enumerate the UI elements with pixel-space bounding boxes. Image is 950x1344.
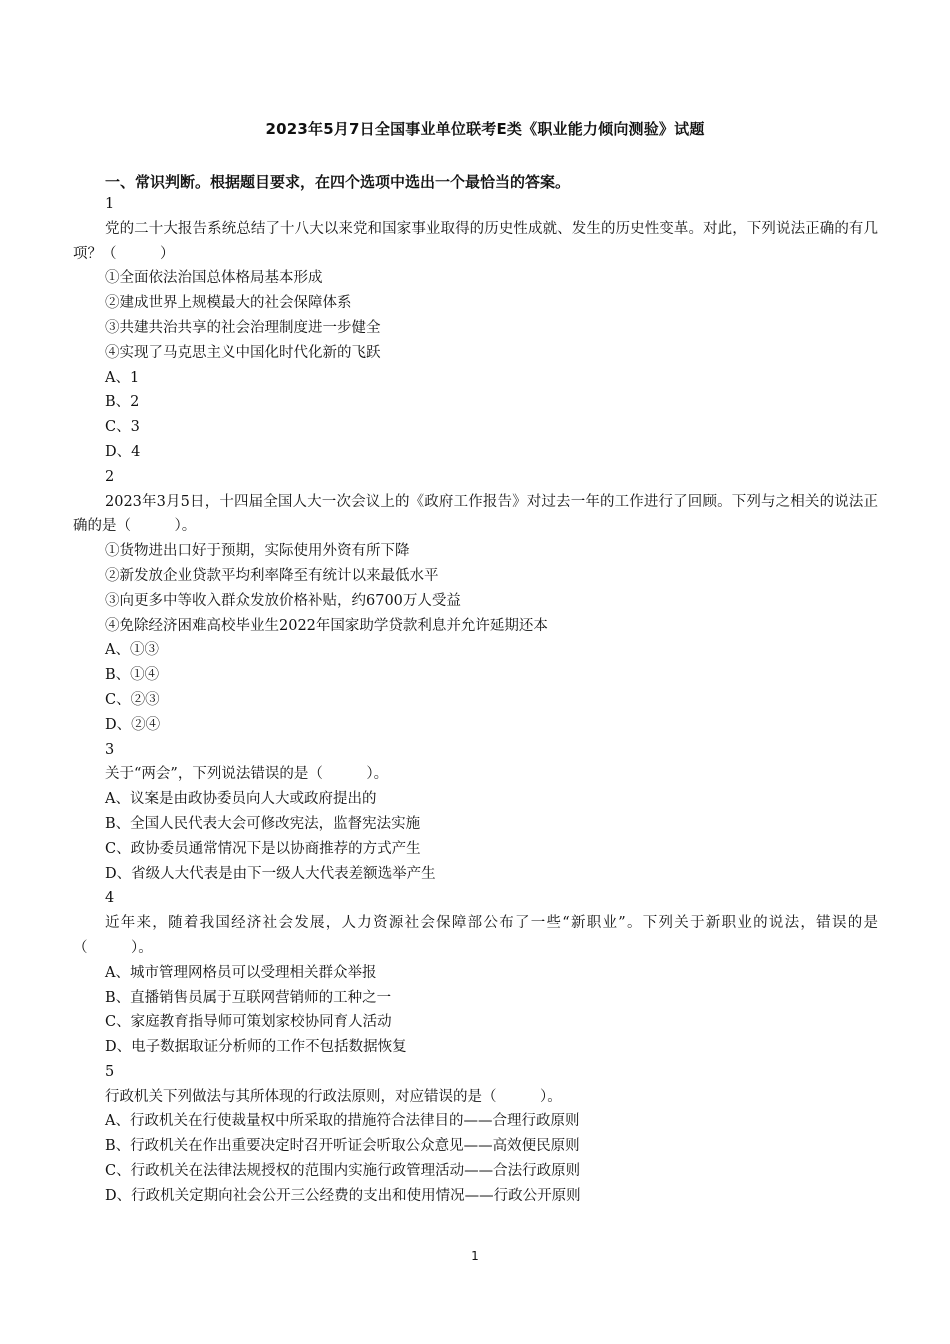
- statement-item: ④实现了马克思主义中国化时代化新的飞跃: [105, 344, 381, 361]
- answer-option: C、3: [105, 419, 140, 436]
- question-list: [73, 192, 878, 1209]
- answer-option: D、电子数据取证分析师的工作不包括数据恢复: [105, 1039, 407, 1056]
- question-stem: 2023年3月5日，十四届全国人大一次会议上的《政府工作报告》对过去一年的工作进行了回顾。下列与之相关的说法正确的是（ ）。: [73, 493, 878, 535]
- answer-option: C、家庭教育指导师可策划家校协同育人活动: [105, 1014, 392, 1031]
- question-number: 3: [105, 741, 115, 758]
- answer-option: A、1: [105, 369, 140, 386]
- answer-option: B、①④: [105, 667, 160, 684]
- question-number: 4: [105, 890, 115, 907]
- statement-item: ①货物进出口好于预期，实际使用外资有所下降: [105, 543, 410, 560]
- answer-option: D、②④: [105, 716, 161, 733]
- answer-option: A、议案是由政协委员向人大或政府提出的: [105, 791, 377, 808]
- document-title: 2023年5月7日全国事业单位联考E类《职业能力倾向测验》试题: [265, 120, 705, 138]
- answer-option: A、①③: [105, 642, 159, 659]
- answer-option: C、行政机关在法律法规授权的范围内实施行政管理活动——合法行政原则: [105, 1163, 581, 1180]
- statement-item: ③向更多中等收入群众发放价格补贴，约6700万人受益: [105, 592, 461, 609]
- answer-option: C、政协委员通常情况下是以协商推荐的方式产生: [105, 840, 421, 857]
- answer-option: D、省级人大代表是由下一级人大代表差额选举产生: [105, 865, 436, 882]
- page-number: 1: [471, 1249, 479, 1263]
- section-heading: 一、常识判断。根据题目要求，在四个选项中选出一个最恰当的答案。: [105, 173, 571, 191]
- question-number: 5: [105, 1063, 115, 1080]
- statement-item: ②新发放企业贷款平均利率降至有统计以来最低水平: [105, 567, 439, 584]
- answer-option: B、2: [105, 394, 140, 411]
- question-stem: 近年来，随着我国经济社会发展，人力资源社会保障部公布了一些“新职业”。下列关于新职业的说法，错误的是（ ）。: [73, 915, 878, 956]
- answer-option: B、直播销售员属于互联网营销师的工种之一: [105, 989, 392, 1006]
- answer-option: B、全国人民代表大会可修改宪法，监督宪法实施: [105, 815, 421, 832]
- answer-option: C、②③: [105, 691, 160, 708]
- answer-option: A、城市管理网格员可以受理相关群众举报: [105, 964, 377, 981]
- question-number: 1: [105, 196, 115, 212]
- question-stem: 党的二十大报告系统总结了十八大以来党和国家事业取得的历史性成就、发生的历史性变革。对此，下列说法正确的有几项？（ ）: [73, 220, 878, 262]
- statement-item: ③共建共治共享的社会治理制度进一步健全: [105, 319, 381, 336]
- answer-option: D、4: [105, 443, 141, 460]
- answer-option: A、行政机关在行使裁量权中所采取的措施符合法律目的——合理行政原则: [105, 1113, 580, 1130]
- question-number: 2: [105, 468, 115, 485]
- answer-option: D、行政机关定期向社会公开三公经费的支出和使用情况——行政公开原则: [105, 1187, 581, 1204]
- question-stem: 行政机关下列做法与其所体现的行政法原则，对应错误的是（ ）。: [105, 1088, 562, 1105]
- answer-option: B、行政机关在作出重要决定时召开听证会听取公众意见——高效便民原则: [105, 1138, 580, 1155]
- statement-item: ②建成世界上规模最大的社会保障体系: [105, 295, 352, 312]
- question-stem: 关于“两会”，下列说法错误的是（ ）。: [105, 766, 389, 783]
- statement-item: ①全面依法治国总体格局基本形成: [105, 270, 323, 287]
- statement-item: ④免除经济困难高校毕业生2022年国家助学贷款利息并允许延期还本: [105, 617, 548, 634]
